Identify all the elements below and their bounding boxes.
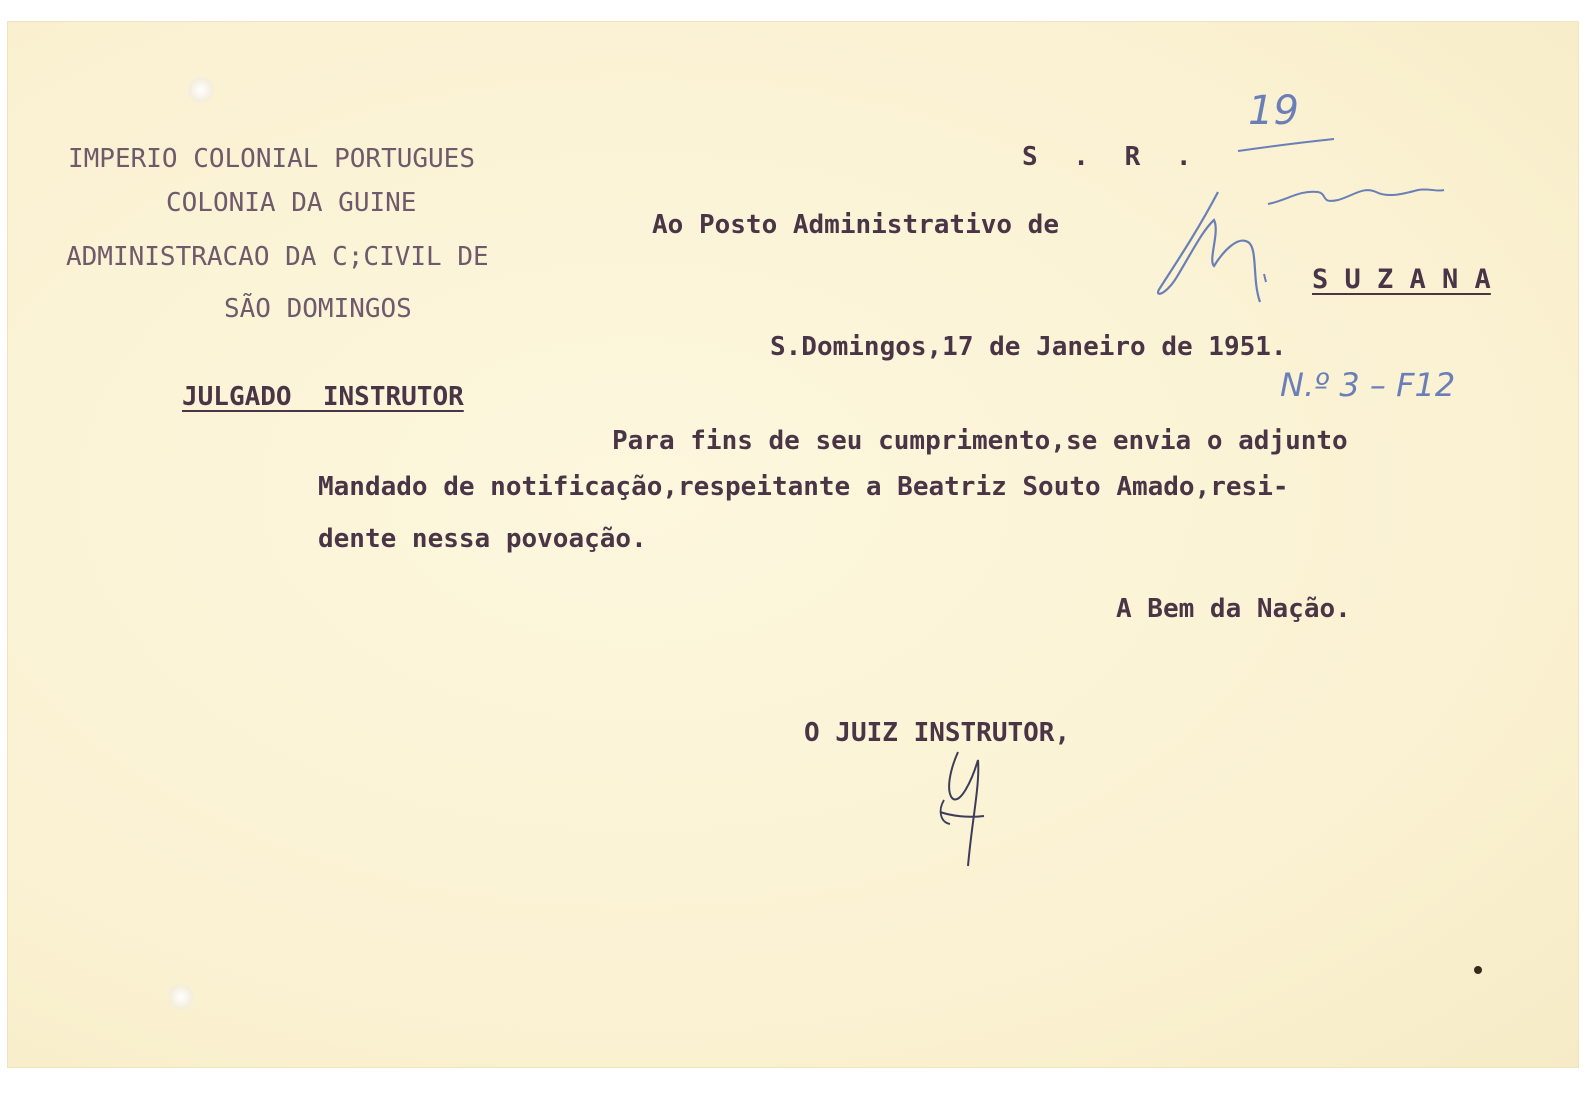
header-line-sao-domingos: SÃO DOMINGOS [224, 294, 412, 324]
body-line-2: Mandado de notificação,respeitante a Beatriz Souto Amado,resi- [318, 472, 1289, 502]
ink-spot [1474, 966, 1482, 974]
initials-signature [1148, 170, 1448, 320]
document-page [8, 22, 1578, 1067]
judge-signature [928, 740, 998, 870]
punch-hole-bottom [168, 984, 194, 1010]
handwritten-number: 19 [1248, 88, 1299, 134]
dateline: S.Domingos,17 de Janeiro de 1951. [770, 332, 1287, 362]
header-line-empire: IMPERIO COLONIAL PORTUGUES [68, 144, 475, 174]
reference-sr: S . R . [1022, 142, 1202, 172]
recipient-line: Ao Posto Administrativo de [652, 210, 1059, 240]
header-line-administration: ADMINISTRACAO DA C;CIVIL DE [66, 242, 489, 272]
handwritten-reference: N.º 3 – F12 [1280, 366, 1456, 404]
body-line-1: Para fins de seu cumprimento,se envia o adjunto [612, 426, 1348, 456]
handwritten-underline [1236, 137, 1336, 157]
header-line-colony: COLONIA DA GUINE [166, 188, 417, 218]
recipient-place: S U Z A N A [1312, 264, 1491, 295]
signatory-title: O JUIZ INSTRUTOR, [804, 718, 1071, 748]
office-title: JULGADO INSTRUTOR [182, 382, 464, 412]
body-line-3: dente nessa povoação. [318, 524, 647, 554]
punch-hole-top [188, 77, 214, 103]
closing-formula: A Bem da Nação. [1116, 594, 1351, 624]
